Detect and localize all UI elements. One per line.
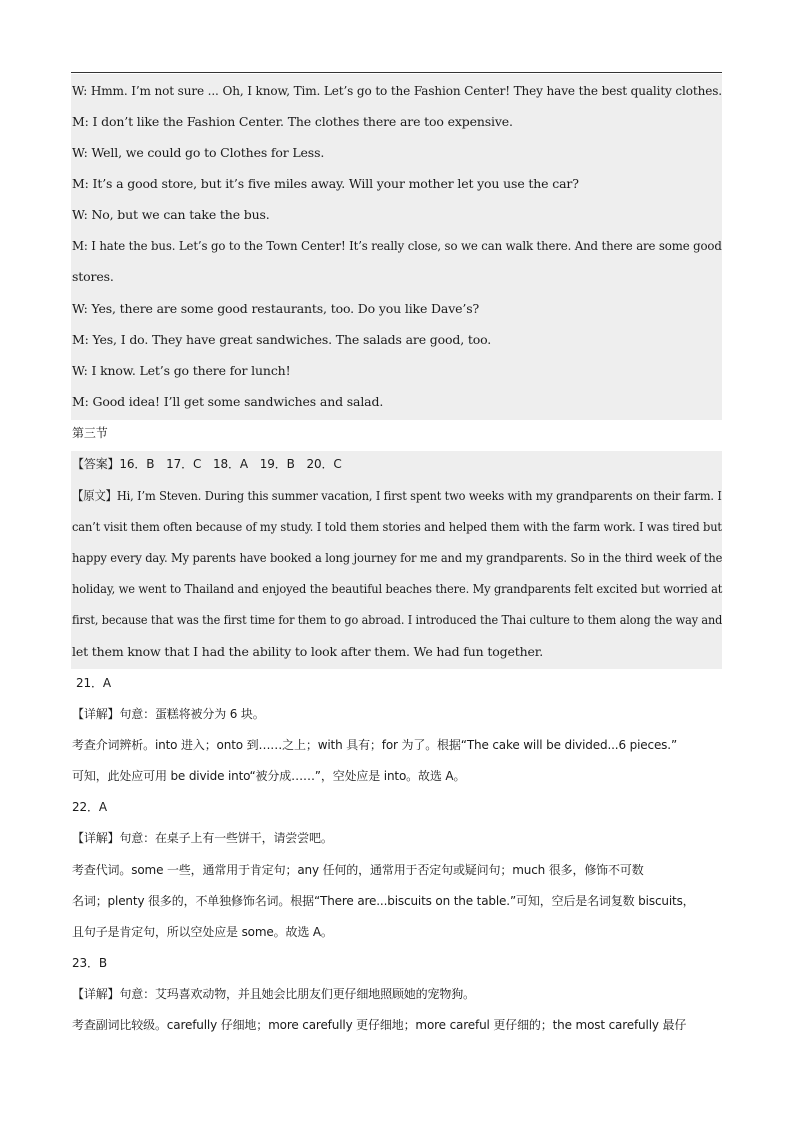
detail-line: 【详解】句意：在桌子上有一些饼干，请尝尝吧。 [72,831,333,845]
transcript-line: happy every day. My parents have booked a long journey for me and my grandparents. So in the third week of the [72,550,723,565]
dialogue-line: M: I don’t like the Fashion Center. The clothes there are too expensive. [72,114,513,129]
explanation-line: 可知，此处应可用 be divide into“被分成……”，空处应是 into。故选 A。 [72,769,466,783]
question-number: 23．B [72,956,107,970]
detail-line: 【详解】句意：艾玛喜欢动物，并且她会比朋友们更仔细地照顾她的宠物狗。 [72,987,475,1001]
dialogue-line: W: No, but we can take the bus. [72,207,270,222]
dialogue-line: W: Yes, there are some good restaurants, too. Do you like Dave’s? [72,301,480,316]
explanation-line: 名词；plenty 很多的，不单独修饰名词。根据“There are...biscuits on the table.”可知，空后是名词复数 biscuits， [72,894,695,908]
explanation-line: 考查代词。some 一些，通常用于肯定句；any 任何的，通常用于否定句或疑问句；much 很多，修饰不可数 [72,863,644,877]
answer-key: 【答案】16．B 17．C 18．A 19．B 20．C [72,457,342,471]
question-number: 22．A [72,800,107,814]
dialogue-line: stores. [72,269,114,284]
dialogue-line: M: It’s a good store, but it’s five miles away. Will your mother let you use the car? [72,176,579,191]
explanation-line: 考查介词辨析。into 进入；onto 到……之上；with 具有；for 为了。根据“The cake will be divided...6 pieces.” [72,738,678,752]
dialogue-line: W: I know. Let’s go there for lunch! [72,363,291,378]
explanation-line: 且句子是肯定句，所以空处应是 some。故选 A。 [72,925,333,939]
dialogue-line: M: Yes, I do. They have great sandwiches. The salads are good, too. [72,332,492,347]
dialogue-line: W: Hmm. I’m not sure ... Oh, I know, Tim. Let’s go to the Fashion Center! They have the best quality clothes. [72,83,722,98]
transcript-line: 【原文】Hi, I’m Steven. During this summer vacation, I first spent two weeks with my grandparents on their farm. I [72,488,722,503]
question-number: 21．A [76,676,111,690]
dialogue-line: M: I hate the bus. Let’s go to the Town Center! It’s really close, so we can walk there. And there are some good [72,238,722,253]
section-heading: 第三节 [72,426,108,440]
detail-line: 【详解】句意：蛋糕将被分为 6 块。 [72,707,265,721]
dialogue-line: M: Good idea! I’ll get some sandwiches and salad. [72,394,384,409]
explanation-line: 考查副词比较级。carefully 仔细地；more carefully 更仔细地；more careful 更仔细的；the most carefully 最仔 [72,1018,687,1032]
transcript-line: holiday, we went to Thailand and enjoyed the beautiful beaches there. My grandparents felt excited but worried at [72,581,723,596]
dialogue-line: W: Well, we could go to Clothes for Less. [72,145,325,160]
top-rule [71,72,722,73]
transcript-line: let them know that I had the ability to look after them. We had fun together. [72,644,544,659]
transcript-line: first, because that was the first time for them to go abroad. I introduced the Thai culture to them along the way and [72,612,723,627]
transcript-line: can’t visit them often because of my study. I told them stories and helped them with the farm work. I was tired but [72,519,722,534]
